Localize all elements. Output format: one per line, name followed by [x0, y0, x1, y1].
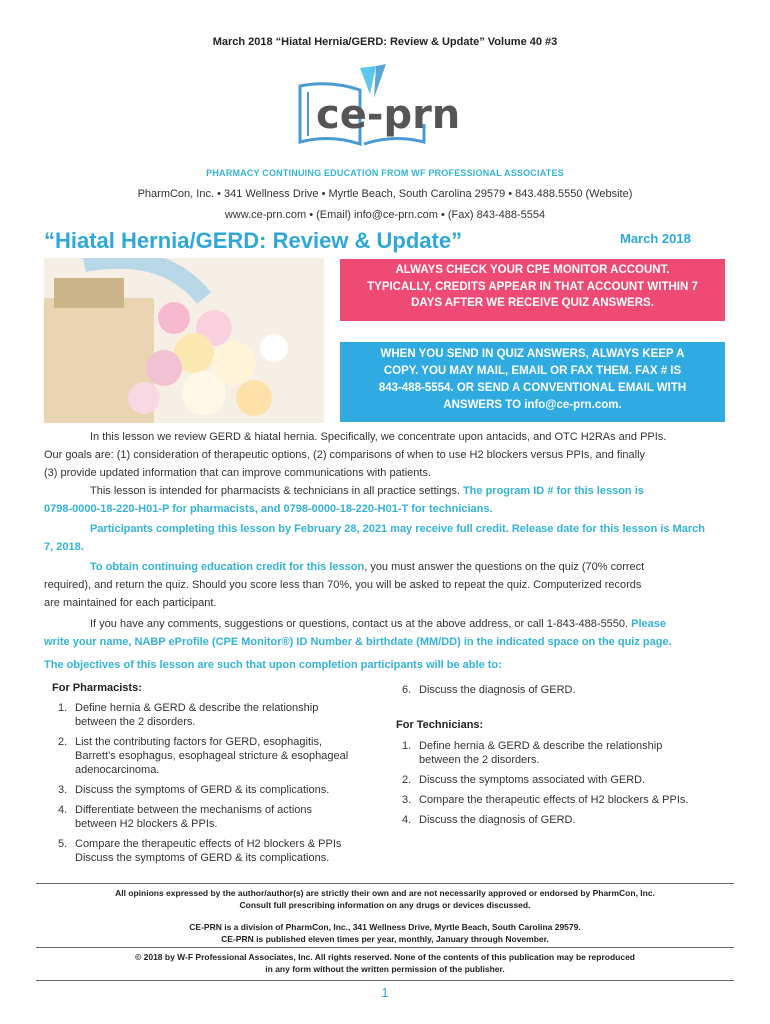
list-item: 3. Discuss the symptoms of GERD & its complications.: [58, 784, 330, 796]
list-item: 2. Discuss the symptoms associated with GERD.: [402, 774, 646, 786]
tagline: PHARMACY CONTINUING EDUCATION FROM WF PROFESSIONAL ASSOCIATES: [206, 168, 564, 178]
technicians-heading: For Technicians:: [396, 719, 484, 731]
objectives-intro: The objectives of this lesson are such that upon completion participants will be able to:: [44, 659, 502, 671]
svg-text:ce-prn: ce-prn: [316, 92, 461, 138]
lesson-date: March 2018: [620, 231, 691, 246]
credit-instructions-paragraph: To obtain continuing education credit for this lesson, you must answer the questions on the quiz (70% correct required), and return the quiz. Should you score less than 70%, you will be asked to repeat the quiz. Computerized records are maintained for each participant.: [44, 561, 645, 609]
pills-photo: [44, 258, 324, 423]
list-item: 1. Define hernia & GERD & describe the relationship between the 2 disorders.: [58, 702, 319, 728]
contact-paragraph: If you have any comments, suggestions or questions, contact us at the above address, or call 1-843-488-5550. Please write your name, NABP eProfile (CPE Monitor®) ID Number & birthdate (MM/DD) in the indicated space on the quiz page.: [44, 618, 672, 648]
lesson-title: “Hiatal Hernia/GERD: Review & Update”: [44, 228, 463, 253]
list-item: 2. List the contributing factors for GERD, esophagitis, Barrett’s esophagus, esophageal stricture & esophageal adenocarcinoma.: [58, 736, 349, 776]
ce-prn-logo: [290, 64, 490, 154]
book-logo-icon: [290, 64, 490, 154]
list-item: 3. Compare the therapeutic effects of H2 blockers & PPIs.: [402, 794, 689, 806]
address-line-2: www.ce-prn.com • (Email) info@ce-prn.com • (Fax) 843-488-5554: [224, 209, 546, 221]
footer-disclaimer: All opinions expressed by the author/author(s) are strictly their own and are not necessarily approved or endorsed by PharmCon, Inc. Consult full prescribing information on any drugs or devices discussed. CE-PRN is a division of PharmCon, Inc., 341 Wellness Drive, Myrtle Beach, South Carolina 29579. CE-PRN is published eleven times per year, monthly, January through November. © 2018 by W-F Professional Associates, Inc. All rights reserved. None of the contents of this publication may be reproduced in any form without the written permission of the publisher.: [36, 883, 734, 981]
cpe-monitor-notice: ALWAYS CHECK YOUR CPE MONITOR ACCOUNT. TYPICALLY, CREDITS APPEAR IN THAT ACCOUNT WITHIN 7 DAYS AFTER WE RECEIVE QUIZ ANSWERS.: [340, 259, 725, 321]
intro-paragraph: In this lesson we review GERD & hiatal hernia. Specifically, we concentrate upon antacids, and OTC H2RAs and PPIs. Our goals are: (1) consideration of therapeutic options, (2) comparisons of when to use H2 blockers versus PPIs, and finally (3) provide updated information that can improve communications with patients.: [44, 431, 667, 479]
list-item: 1. Define hernia & GERD & describe the relationship between the 2 disorders.: [402, 740, 663, 766]
list-item: 4. Discuss the diagnosis of GERD.: [402, 814, 576, 826]
credit-deadline-paragraph: Participants completing this lesson by February 28, 2021 may receive full credit. Release date for this lesson is March 7, 2018.: [44, 523, 706, 553]
list-item: 6. Discuss the diagnosis of GERD.: [402, 684, 576, 696]
address-line-1: PharmCon, Inc. • 341 Wellness Drive • Myrtle Beach, South Carolina 29579 • 843.488.5550 (Website): [137, 188, 633, 200]
pills-image-icon: [44, 258, 324, 423]
list-item: 5. Compare the therapeutic effects of H2 blockers & PPIs Discuss the symptoms of GERD & its complications.: [58, 838, 342, 864]
running-header: March 2018 “Hiatal Hernia/GERD: Review & Update” Volume 40 #3: [212, 36, 558, 48]
list-item: 4. Differentiate between the mechanisms of actions between H2 blockers & PPIs.: [58, 804, 313, 830]
page-number: 1: [381, 985, 389, 1000]
pharmacists-heading: For Pharmacists:: [52, 682, 142, 694]
program-id-paragraph: This lesson is intended for pharmacists & technicians in all practice settings. The program ID # for this lesson is 0798-0000-18-220-H01-P for pharmacists, and 0798-0000-18-220-H01-T for technicians.: [44, 485, 644, 515]
quiz-answers-notice: WHEN YOU SEND IN QUIZ ANSWERS, ALWAYS KEEP A COPY. YOU MAY MAIL, EMAIL OR FAX THEM. FAX # IS 843-488-5554. OR SEND A CONVENTIONAL EMAIL WITH ANSWERS TO info@ce-prn.com.: [340, 342, 725, 422]
